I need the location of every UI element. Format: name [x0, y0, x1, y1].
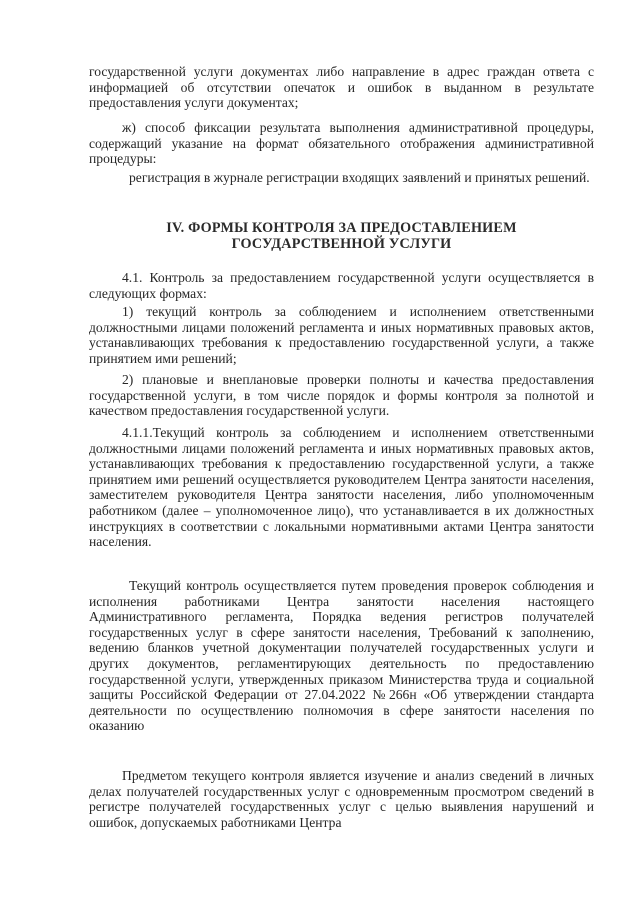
paragraph-item-1: 1) текущий контроль за соблюдением и исполнением ответственными должностными лицами положений регламента и иных нормативных правовых актов, устанавливающих требования к предоставлению государственной услуги, а также принятием ими решений; [89, 304, 594, 366]
paragraph-registration: регистрация в журнале регистрации входящих заявлений и принятых решений. [129, 170, 590, 185]
section-heading [89, 220, 594, 252]
paragraph-current-control: Текущий контроль осуществляется путем проведения проверок соблюдения и исполнения работниками Центра занятости населения настоящего Административного регламента, Порядка ведения регистров получателей государственных услуг в сфере занятости населения, Требований к заполнению, ведению бланков учетной документации получателей государственных услуги и других документов, регламентирующих деятельность по предоставлению государственной услуги, утвержденных приказом Министерства труда и социальной защиты Российской Федерации от 27.04.2022 №266н «Об утверждении стандарта деятельности по осуществлению полномочия в сфере занятости населения по оказанию [89, 578, 594, 734]
paragraph-subject-of-control: Предметом текущего контроля является изучение и анализ сведений в личных делах получателей государственных услуг с одновременным просмотром сведений в регистре получателей государственных услуг с целью выявления нарушений и ошибок, допускаемых работниками Центра [89, 768, 594, 830]
paragraph-4-1: 4.1. Контроль за предоставлением государственной услуги осуществляется в следующих формах: [89, 270, 594, 301]
paragraph-intro: государственной услуги документах либо направление в адрес граждан ответа с информацией об отсутствии опечаток и ошибок в выданном в результате предоставления услуги документах; [89, 64, 594, 111]
paragraph-item-2: 2) плановые и внеплановые проверки полноты и качества предоставления государственной услуги, в том числе порядок и формы контроля за полнотой и качеством предоставления государственной услуги. [89, 372, 594, 419]
paragraph-4-1-1: 4.1.1.Текущий контроль за соблюдением и исполнением ответственными должностными лицами положений регламента и иных нормативных правовых актов, устанавливающих требования к предоставлению государственной услуги, а также принятием ими решений осуществляется руководителем Центра занятости населения, заместителем руководителя Центра занятости населения, либо уполномоченным работником (далее – уполномоченное лицо), что устанавливается в их должностных инструкциях в соответствии с локальными нормативными актами Центра занятости населения. [89, 425, 594, 550]
paragraph-item-zh: ж) способ фиксации результата выполнения административной процедуры, содержащий указание на формат обязательного отображения административной процедуры: [89, 120, 594, 167]
section-heading-line-2: ГОСУДАРСТВЕННОЙ УСЛУГИ [231, 236, 452, 252]
section-heading-line-1: IV. ФОРМЫ КОНТРОЛЯ ЗА ПРЕДОСТАВЛЕНИЕМ [166, 220, 517, 236]
